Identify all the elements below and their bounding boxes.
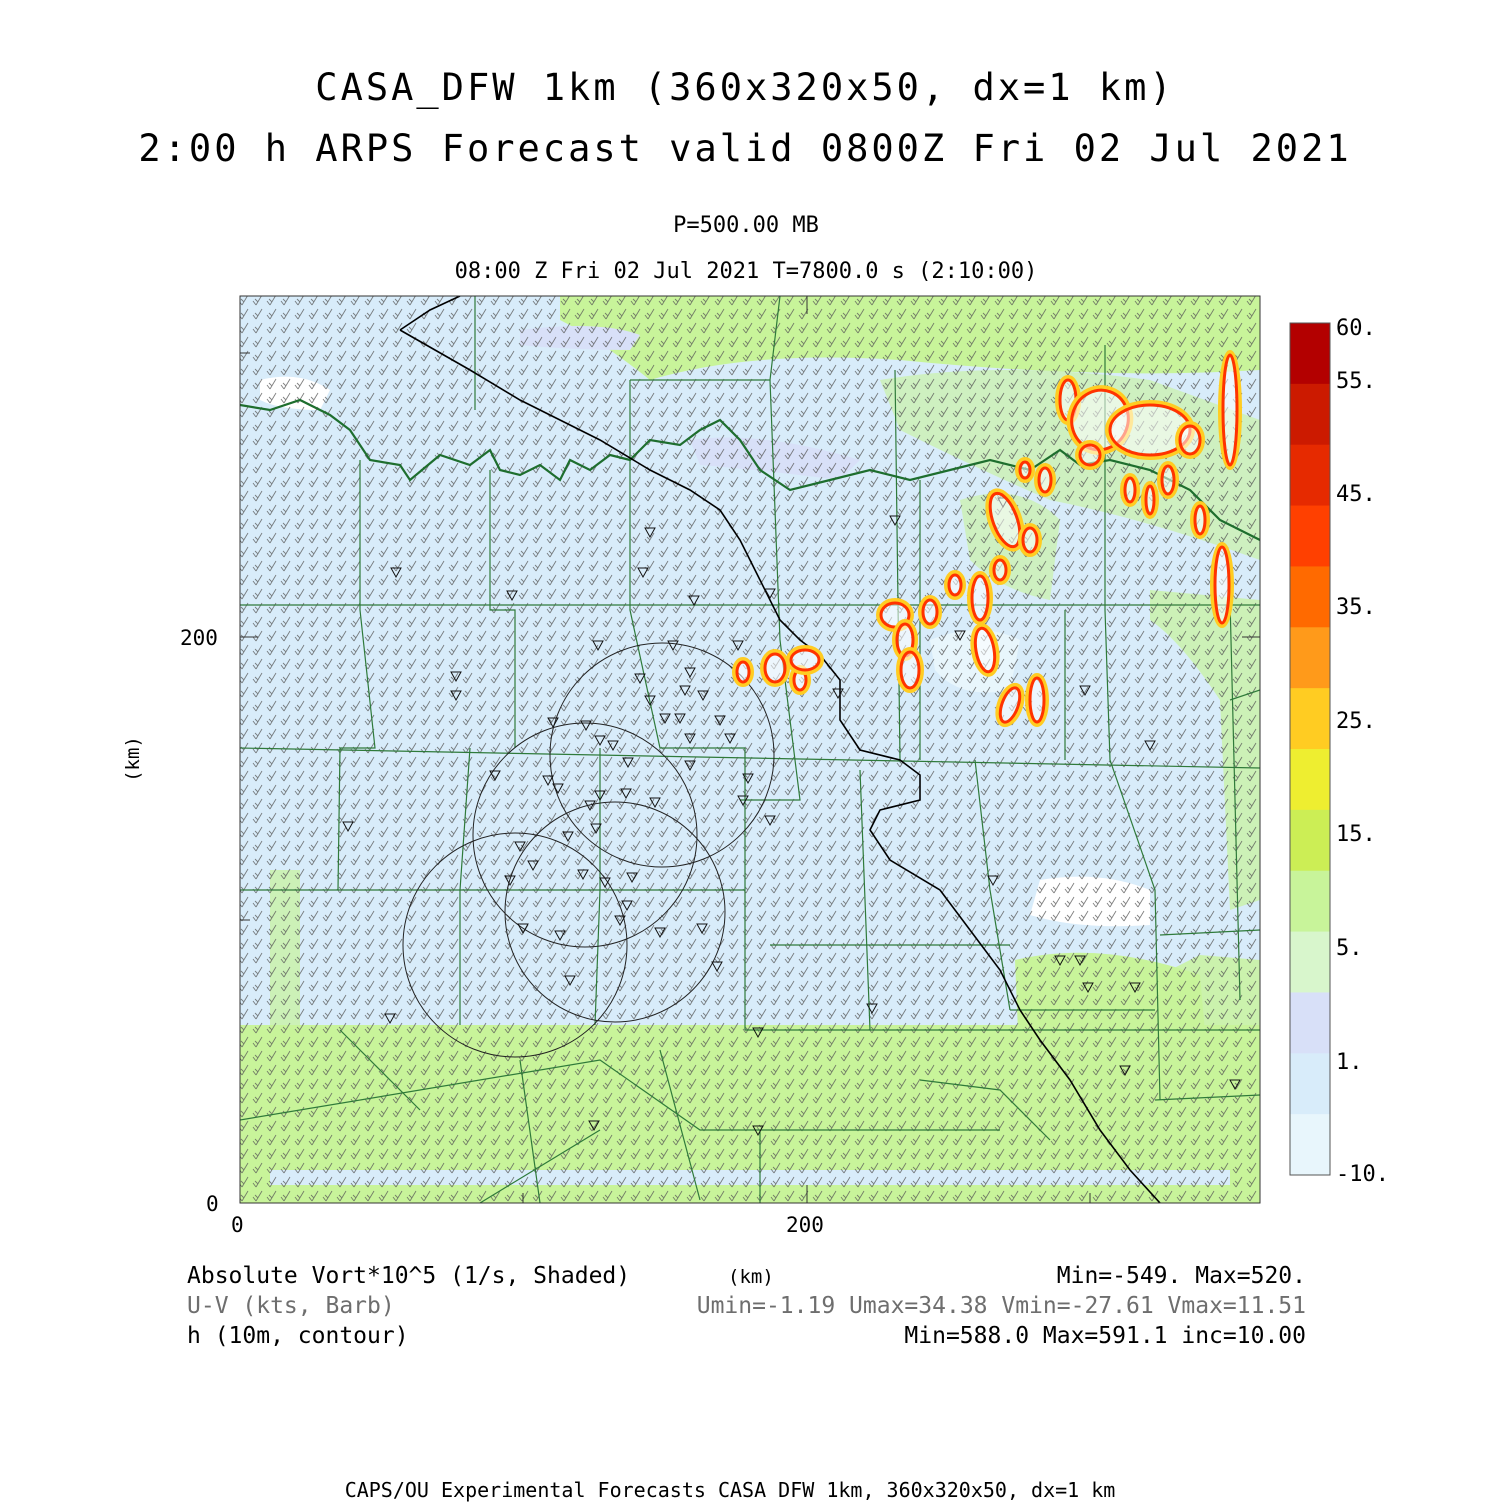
storm-cell-core (972, 576, 988, 620)
storm-cell-core (1039, 468, 1051, 492)
storm-cell-core (1215, 547, 1229, 623)
colorbar-swatch (1290, 506, 1330, 567)
colorbar-label-55: 55. (1336, 369, 1376, 394)
storm-cell-core (901, 652, 919, 688)
x-tick-200: 200 (786, 1213, 824, 1237)
storm-cell-core (1030, 678, 1044, 722)
colorbar-swatch (1290, 749, 1330, 810)
storm-cell-core (737, 662, 749, 682)
colorbar-swatch (1290, 810, 1330, 871)
colorbar-label-25: 25. (1336, 709, 1376, 734)
colorbar-label-35: 35. (1336, 595, 1376, 620)
colorbar-swatch (1290, 627, 1330, 688)
colorbar-label-1: 1. (1336, 1050, 1363, 1075)
storm-cell-core (765, 654, 785, 682)
figure-subtitle: 2:00 h ARPS Forecast valid 0800Z Fri 02 Jul 2021 (138, 127, 1352, 170)
colorbar-swatch (1290, 566, 1330, 627)
colorbar-label-5: 5. (1336, 936, 1363, 961)
colorbar-label-45: 45. (1336, 482, 1376, 507)
field-barb-label: U-V (kts, Barb) (187, 1293, 395, 1319)
y-tick-200: 200 (180, 626, 218, 650)
colorbar-swatch (1290, 1114, 1330, 1175)
storm-cell-core (1162, 466, 1174, 494)
plot-area (240, 296, 1260, 1203)
shaded-min-max: Min=-549. Max=520. (1056, 1263, 1306, 1289)
wind-min-max: Umin=-1.19 Umax=34.38 Vmin=-27.61 Vmax=11.51 (696, 1293, 1306, 1319)
colorbar-label-neg10: -10. (1336, 1162, 1389, 1187)
colorbar-swatch (1290, 445, 1330, 506)
colorbar-swatch (1290, 384, 1330, 445)
figure-title: CASA_DFW 1km (360x320x50, dx=1 km) (315, 66, 1175, 109)
storm-cell-core (1195, 506, 1205, 534)
storm-cell-core (1023, 528, 1037, 552)
contour-min-max: Min=588.0 Max=591.1 inc=10.00 (904, 1323, 1306, 1349)
storm-cell-core (994, 560, 1006, 580)
storm-cell-core (1223, 355, 1237, 465)
storm-cell-core (923, 600, 937, 624)
colorbar-swatch (1290, 323, 1330, 384)
colorbar-swatch (1290, 871, 1330, 932)
y-tick-0: 0 (206, 1192, 219, 1216)
storm-cell-core (949, 575, 961, 595)
colorbar-swatch (1290, 932, 1330, 993)
y-axis-label: (km) (121, 736, 144, 782)
colorbar-swatch (1290, 992, 1330, 1053)
colorbar-label-15: 15. (1336, 822, 1376, 847)
storm-cell-core (1080, 445, 1100, 465)
storm-cell-core (791, 650, 819, 670)
x-tick-0: 0 (231, 1213, 244, 1237)
field-contour-label: h (10m, contour) (187, 1323, 409, 1349)
credit-line: CAPS/OU Experimental Forecasts CASA DFW 1km, 360x320x50, dx=1 km (344, 1478, 1116, 1502)
storm-cell-core (1125, 478, 1135, 502)
storm-cell-core (1020, 462, 1030, 478)
storm-cell-core (1180, 426, 1200, 454)
colorbar-swatch (1290, 1053, 1330, 1114)
colorbar-label-60: 60. (1336, 316, 1376, 341)
x-axis-label: (km) (728, 1266, 774, 1288)
field-shaded-label: Absolute Vort*10^5 (1/s, Shaded) (187, 1263, 631, 1289)
colorbar-swatch (1290, 688, 1330, 749)
pressure-level-label: P=500.00 MB (673, 213, 819, 238)
colorbar (1290, 323, 1330, 1176)
valid-time-label: 08:00 Z Fri 02 Jul 2021 T=7800.0 s (2:10:00) (454, 259, 1038, 284)
storm-cell-core (1146, 486, 1154, 514)
